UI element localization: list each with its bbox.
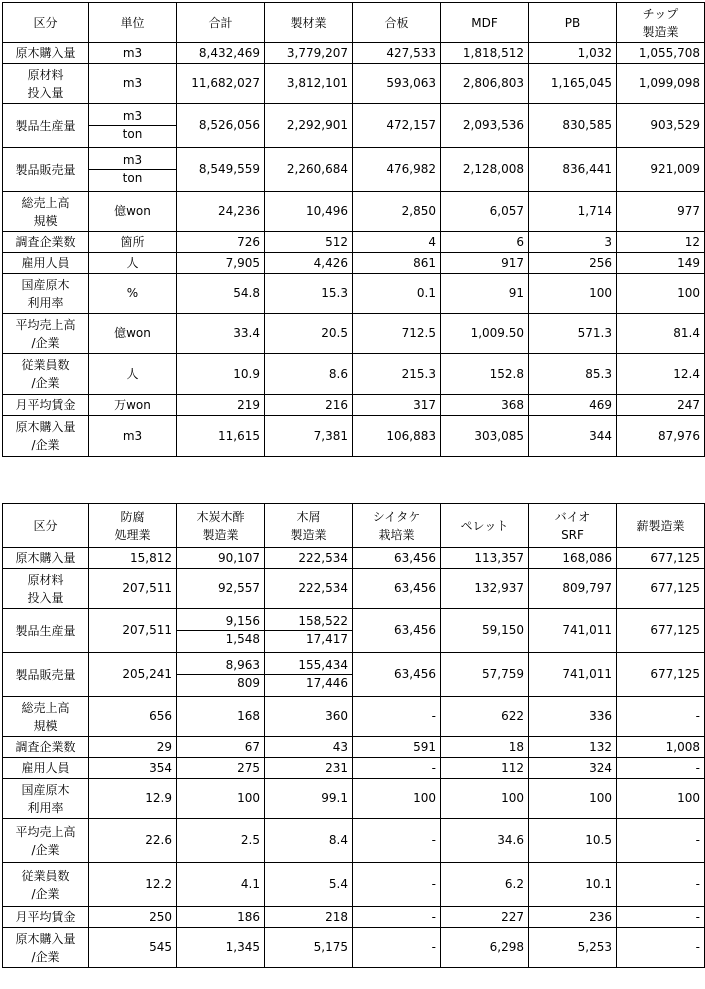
unit-cell-part: ton <box>89 125 176 143</box>
value-cell: 67 <box>177 737 265 758</box>
table-row <box>3 907 705 928</box>
row-label: 月平均賃金 <box>3 395 89 416</box>
table-row <box>3 697 705 737</box>
value-cell: 132,937 <box>441 569 529 609</box>
value-cell: 622 <box>441 697 529 737</box>
table-row <box>3 274 705 314</box>
value-cell: 12.4 <box>617 354 705 395</box>
header-cell: ペレット <box>441 504 529 548</box>
value-cell: 4,426 <box>265 253 353 274</box>
value-cell: 4 <box>353 232 441 253</box>
value-cell: 1,345 <box>177 928 265 968</box>
value-cell: 830,585 <box>529 104 617 148</box>
header-cell: PB <box>529 3 617 43</box>
header-cell: 単位 <box>89 3 177 43</box>
value-cell: 472,157 <box>353 104 441 148</box>
header-cell: 合計 <box>177 3 265 43</box>
unit-cell-part: m3 <box>122 109 143 123</box>
value-cell: 8,526,056 <box>177 104 265 148</box>
value-cell: 12 <box>617 232 705 253</box>
value-cell: 921,009 <box>617 148 705 192</box>
value-cell: 317 <box>353 395 441 416</box>
value-cell: 205,241 <box>89 653 177 697</box>
value-cell: 10.1 <box>529 863 617 907</box>
unit-cell <box>89 104 177 148</box>
unit-cell: % <box>89 274 177 314</box>
row-label: 平均売上高 /企業 <box>3 819 89 863</box>
value-cell: 6,298 <box>441 928 529 968</box>
row-label: 原材料 投入量 <box>3 569 89 609</box>
value-cell: 10,496 <box>265 192 353 232</box>
value-cell: 10.9 <box>177 354 265 395</box>
value-cell: 5,253 <box>529 928 617 968</box>
table-row <box>3 863 705 907</box>
unit-cell: 人 <box>89 253 177 274</box>
row-label: 総売上高 規模 <box>3 192 89 232</box>
value-cell: 24,236 <box>177 192 265 232</box>
value-cell: 33.4 <box>177 314 265 354</box>
value-cell: 1,032 <box>529 43 617 64</box>
value-cell <box>265 653 353 697</box>
unit-cell: m3 <box>89 64 177 104</box>
value-cell: 10.5 <box>529 819 617 863</box>
row-label: 雇用人員 <box>3 253 89 274</box>
row-label: 原材料 投入量 <box>3 64 89 104</box>
value-cell: 100 <box>353 779 441 819</box>
value-cell: 8,432,469 <box>177 43 265 64</box>
header-cell: バイオ SRF <box>529 504 617 548</box>
row-label: 原木購入量 <box>3 548 89 569</box>
value-cell: 1,165,045 <box>529 64 617 104</box>
unit-cell-part: ton <box>89 169 176 187</box>
value-cell: 476,982 <box>353 148 441 192</box>
value-cell: 100 <box>177 779 265 819</box>
row-label: 原木購入量 <box>3 43 89 64</box>
table-row <box>3 653 705 697</box>
row-label: 調査企業数 <box>3 737 89 758</box>
value-cell: 2,260,684 <box>265 148 353 192</box>
value-cell-part: 809 <box>177 674 264 692</box>
value-cell: 591 <box>353 737 441 758</box>
row-label: 国産原木 利用率 <box>3 274 89 314</box>
value-cell <box>177 653 265 697</box>
value-cell: 215.3 <box>353 354 441 395</box>
unit-cell: 億won <box>89 192 177 232</box>
value-cell: 861 <box>353 253 441 274</box>
value-cell: 87,976 <box>617 416 705 457</box>
value-cell: 427,533 <box>353 43 441 64</box>
value-cell: 677,125 <box>617 548 705 569</box>
value-cell: 3,812,101 <box>265 64 353 104</box>
table-row <box>3 779 705 819</box>
table-row <box>3 232 705 253</box>
row-label: 雇用人員 <box>3 758 89 779</box>
value-cell: 1,818,512 <box>441 43 529 64</box>
value-cell: 2,850 <box>353 192 441 232</box>
value-cell: 360 <box>265 697 353 737</box>
value-cell: 1,008 <box>617 737 705 758</box>
value-cell: 100 <box>441 779 529 819</box>
table-row <box>3 314 705 354</box>
value-cell: 336 <box>529 697 617 737</box>
table-row <box>3 758 705 779</box>
value-cell: 207,511 <box>89 609 177 653</box>
row-label: 総売上高 規模 <box>3 697 89 737</box>
value-cell: 2.5 <box>177 819 265 863</box>
table-row <box>3 104 705 148</box>
value-cell: 106,883 <box>353 416 441 457</box>
value-cell: 7,381 <box>265 416 353 457</box>
value-cell-part: 155,434 <box>298 658 348 672</box>
unit-cell: m3 <box>89 416 177 457</box>
value-cell-part: 158,522 <box>298 614 348 628</box>
row-label: 月平均賃金 <box>3 907 89 928</box>
value-cell: 275 <box>177 758 265 779</box>
value-cell: 216 <box>265 395 353 416</box>
value-cell: - <box>353 863 441 907</box>
value-cell: 3 <box>529 232 617 253</box>
value-cell: 222,534 <box>265 548 353 569</box>
value-cell: 1,714 <box>529 192 617 232</box>
unit-cell: 万won <box>89 395 177 416</box>
value-cell: 677,125 <box>617 653 705 697</box>
value-cell: 186 <box>177 907 265 928</box>
unit-cell: m3 <box>89 43 177 64</box>
header-cell: シイタケ 栽培業 <box>353 504 441 548</box>
row-label: 原木購入量 /企業 <box>3 416 89 457</box>
value-cell-part: 17,417 <box>265 630 352 648</box>
value-cell: - <box>353 819 441 863</box>
value-cell: 1,055,708 <box>617 43 705 64</box>
table-row <box>3 43 705 64</box>
unit-cell: 人 <box>89 354 177 395</box>
value-cell: 207,511 <box>89 569 177 609</box>
header-cell: 防腐 処理業 <box>89 504 177 548</box>
value-cell: 303,085 <box>441 416 529 457</box>
table-row <box>3 737 705 758</box>
value-cell: 59,150 <box>441 609 529 653</box>
value-cell: 726 <box>177 232 265 253</box>
value-cell: 222,534 <box>265 569 353 609</box>
value-cell: 3,779,207 <box>265 43 353 64</box>
value-cell: 677,125 <box>617 609 705 653</box>
value-cell: 149 <box>617 253 705 274</box>
value-cell: - <box>617 928 705 968</box>
value-cell: 63,456 <box>353 548 441 569</box>
header-cell: 区分 <box>3 3 89 43</box>
table-row <box>3 928 705 968</box>
table-row <box>3 395 705 416</box>
value-cell: 247 <box>617 395 705 416</box>
table-row <box>3 569 705 609</box>
value-cell: 54.8 <box>177 274 265 314</box>
row-label: 製品生産量 <box>3 609 89 653</box>
value-cell: 81.4 <box>617 314 705 354</box>
value-cell: 218 <box>265 907 353 928</box>
value-cell: 741,011 <box>529 653 617 697</box>
row-label: 原木購入量 /企業 <box>3 928 89 968</box>
row-label: 国産原木 利用率 <box>3 779 89 819</box>
row-label: 製品販売量 <box>3 148 89 192</box>
table-row <box>3 354 705 395</box>
value-cell: 15.3 <box>265 274 353 314</box>
summary-table-1 <box>2 2 705 457</box>
value-cell: 712.5 <box>353 314 441 354</box>
row-label: 製品生産量 <box>3 104 89 148</box>
header-cell: 薪製造業 <box>617 504 705 548</box>
value-cell: 231 <box>265 758 353 779</box>
value-cell: 100 <box>617 779 705 819</box>
value-cell: - <box>353 697 441 737</box>
value-cell: 903,529 <box>617 104 705 148</box>
unit-cell-part: m3 <box>122 153 143 167</box>
value-cell: 132 <box>529 737 617 758</box>
row-label: 従業員数 /企業 <box>3 863 89 907</box>
value-cell: 677,125 <box>617 569 705 609</box>
value-cell: - <box>617 758 705 779</box>
value-cell <box>265 609 353 653</box>
table-row <box>3 192 705 232</box>
value-cell: 8.6 <box>265 354 353 395</box>
table-row <box>3 548 705 569</box>
value-cell: 512 <box>265 232 353 253</box>
value-cell: 6,057 <box>441 192 529 232</box>
value-cell: 917 <box>441 253 529 274</box>
table-row <box>3 253 705 274</box>
table-row <box>3 609 705 653</box>
value-cell-part: 9,156 <box>225 614 260 628</box>
value-cell: 100 <box>529 779 617 819</box>
value-cell: - <box>353 758 441 779</box>
unit-cell <box>89 148 177 192</box>
value-cell: 92,557 <box>177 569 265 609</box>
value-cell: - <box>617 907 705 928</box>
value-cell: - <box>617 697 705 737</box>
header-cell: 木屑 製造業 <box>265 504 353 548</box>
value-cell: 593,063 <box>353 64 441 104</box>
value-cell: 5,175 <box>265 928 353 968</box>
value-cell: 571.3 <box>529 314 617 354</box>
value-cell: 152.8 <box>441 354 529 395</box>
value-cell: 15,812 <box>89 548 177 569</box>
value-cell: 112 <box>441 758 529 779</box>
value-cell: - <box>617 819 705 863</box>
value-cell: 227 <box>441 907 529 928</box>
value-cell: 2,128,008 <box>441 148 529 192</box>
row-label: 従業員数 /企業 <box>3 354 89 395</box>
value-cell: 6.2 <box>441 863 529 907</box>
value-cell: 4.1 <box>177 863 265 907</box>
summary-table-2 <box>2 503 705 968</box>
value-cell-part: 8,963 <box>225 658 260 672</box>
value-cell: 250 <box>89 907 177 928</box>
value-cell: 1,009.50 <box>441 314 529 354</box>
value-cell: 6 <box>441 232 529 253</box>
header-cell: 木炭木酢 製造業 <box>177 504 265 548</box>
value-cell: 11,682,027 <box>177 64 265 104</box>
value-cell: 545 <box>89 928 177 968</box>
table-row <box>3 64 705 104</box>
value-cell: 63,456 <box>353 609 441 653</box>
header-row <box>3 3 705 43</box>
value-cell: - <box>617 863 705 907</box>
value-cell: 219 <box>177 395 265 416</box>
value-cell: 168,086 <box>529 548 617 569</box>
table-row <box>3 819 705 863</box>
value-cell: 57,759 <box>441 653 529 697</box>
header-cell: チップ 製造業 <box>617 3 705 43</box>
value-cell: 168 <box>177 697 265 737</box>
value-cell: 29 <box>89 737 177 758</box>
value-cell: 809,797 <box>529 569 617 609</box>
value-cell: 11,615 <box>177 416 265 457</box>
value-cell: 977 <box>617 192 705 232</box>
value-cell: 100 <box>529 274 617 314</box>
value-cell: 90,107 <box>177 548 265 569</box>
table-row <box>3 416 705 457</box>
header-cell: 区分 <box>3 504 89 548</box>
value-cell: 836,441 <box>529 148 617 192</box>
value-cell: 99.1 <box>265 779 353 819</box>
value-cell: 656 <box>89 697 177 737</box>
value-cell: 18 <box>441 737 529 758</box>
header-cell: 製材業 <box>265 3 353 43</box>
value-cell <box>177 609 265 653</box>
value-cell: 5.4 <box>265 863 353 907</box>
value-cell: 34.6 <box>441 819 529 863</box>
value-cell: 368 <box>441 395 529 416</box>
value-cell: 8,549,559 <box>177 148 265 192</box>
value-cell: - <box>353 928 441 968</box>
value-cell: 2,806,803 <box>441 64 529 104</box>
value-cell: 91 <box>441 274 529 314</box>
header-cell: 合板 <box>353 3 441 43</box>
value-cell: 324 <box>529 758 617 779</box>
unit-cell: 億won <box>89 314 177 354</box>
value-cell: 2,093,536 <box>441 104 529 148</box>
value-cell: 1,099,098 <box>617 64 705 104</box>
value-cell: 113,357 <box>441 548 529 569</box>
value-cell: 12.2 <box>89 863 177 907</box>
value-cell: 2,292,901 <box>265 104 353 148</box>
value-cell: - <box>353 907 441 928</box>
value-cell-part: 1,548 <box>177 630 264 648</box>
value-cell: 256 <box>529 253 617 274</box>
value-cell: 63,456 <box>353 653 441 697</box>
unit-cell: 箇所 <box>89 232 177 253</box>
value-cell: 100 <box>617 274 705 314</box>
row-label: 平均売上高 /企業 <box>3 314 89 354</box>
value-cell: 85.3 <box>529 354 617 395</box>
header-cell: MDF <box>441 3 529 43</box>
value-cell: 22.6 <box>89 819 177 863</box>
value-cell: 469 <box>529 395 617 416</box>
value-cell: 12.9 <box>89 779 177 819</box>
value-cell: 0.1 <box>353 274 441 314</box>
value-cell: 354 <box>89 758 177 779</box>
value-cell: 63,456 <box>353 569 441 609</box>
value-cell: 43 <box>265 737 353 758</box>
row-label: 調査企業数 <box>3 232 89 253</box>
row-label: 製品販売量 <box>3 653 89 697</box>
value-cell: 20.5 <box>265 314 353 354</box>
value-cell: 236 <box>529 907 617 928</box>
value-cell: 7,905 <box>177 253 265 274</box>
value-cell-part: 17,446 <box>265 674 352 692</box>
value-cell: 741,011 <box>529 609 617 653</box>
table-row <box>3 148 705 192</box>
value-cell: 8.4 <box>265 819 353 863</box>
header-row <box>3 504 705 548</box>
value-cell: 344 <box>529 416 617 457</box>
